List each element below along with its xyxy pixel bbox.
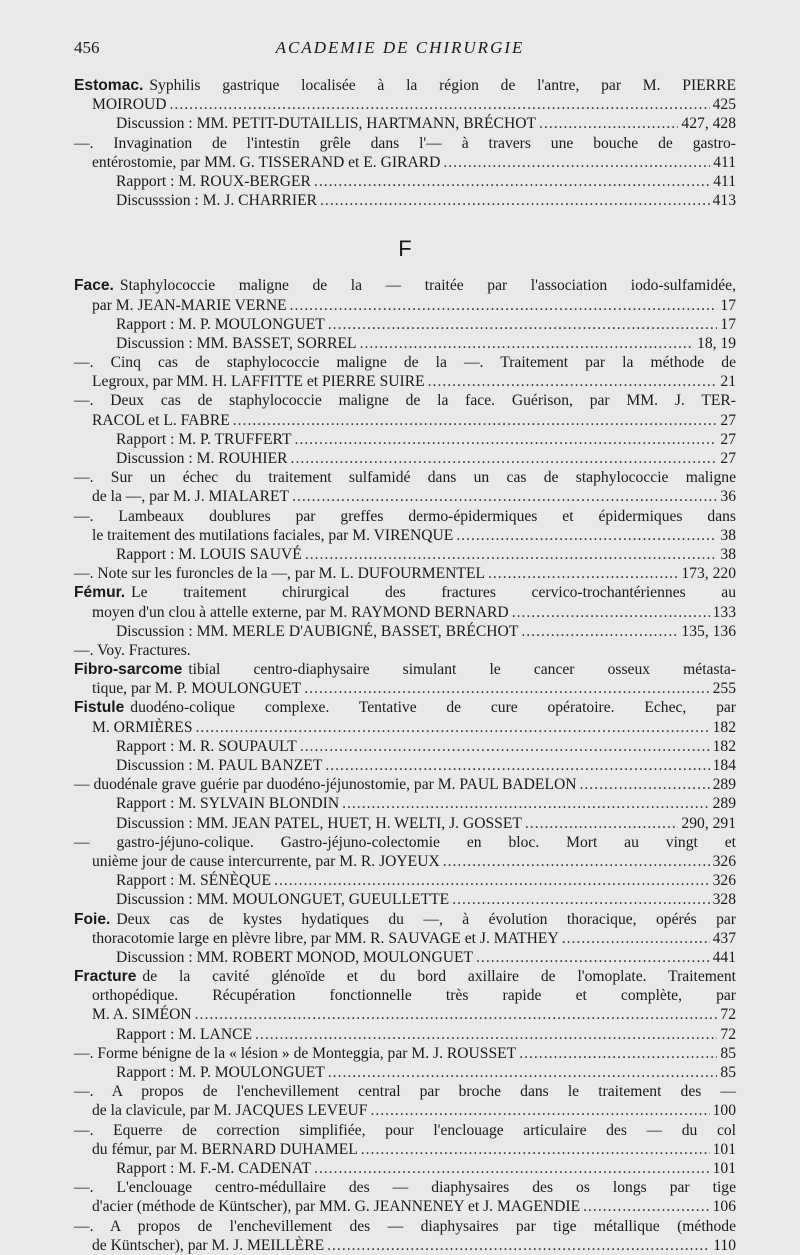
entry-text: M. ORMIÈRES (92, 718, 193, 736)
index-line (74, 315, 736, 334)
index-line (74, 372, 736, 391)
entry-text: —. Invagination de l'intestin grêle dans l'— à travers une bouche de gastro- (74, 134, 736, 152)
entry-heading: Fémur. (74, 584, 126, 602)
dot-leader (195, 1005, 718, 1024)
index-line (74, 172, 736, 191)
index-line (74, 1082, 736, 1101)
dot-leader (328, 1063, 718, 1082)
entry-heading: Foie. (74, 910, 111, 928)
entry-text: Discussion : M. PAUL BANZET (116, 757, 323, 774)
index-line (74, 1121, 736, 1140)
page-reference: 290, 291 (681, 814, 736, 832)
index-line (74, 852, 736, 871)
dot-leader (583, 1197, 709, 1216)
page-reference: 413 (712, 192, 736, 210)
page-reference: 182 (712, 718, 736, 736)
dot-leader (196, 718, 710, 737)
page-reference: 17 (720, 296, 736, 314)
entry-text: M. A. SIMÉON (92, 1006, 192, 1024)
dot-leader (342, 794, 710, 813)
entry-text: Discussion : MM. MOULONGUET, GUEULLETTE (116, 891, 450, 909)
page-reference: 27 (720, 411, 736, 429)
index-line (74, 967, 736, 986)
entry-text: tibial centro-diaphysaire simulant le cancer osseux métasta- (188, 661, 736, 679)
index-line (74, 526, 736, 545)
index-line (74, 468, 736, 487)
page-reference: 18, 19 (697, 334, 736, 352)
dot-leader (512, 603, 710, 622)
index-line (74, 76, 736, 95)
index-line (74, 95, 736, 114)
page-reference: 110 (713, 1236, 736, 1254)
entry-text: unième jour de cause intercurrente, par M. R. JOYEUX (92, 852, 440, 870)
dot-leader (255, 1025, 717, 1044)
dot-leader (525, 814, 679, 833)
index-line (74, 1236, 736, 1255)
page-reference: 411 (713, 153, 736, 171)
dot-leader (274, 871, 710, 890)
index-line (74, 833, 736, 852)
index-line (74, 487, 736, 506)
entry-text: —. A propos de l'enchevillement des — diaphysaires par tige métallique (méthode (74, 1217, 736, 1235)
page-reference: 21 (720, 373, 736, 391)
entry-text: duodéno-colique complexe. Tentative de cure opératoire. Echec, par (130, 699, 736, 717)
dot-leader (370, 1101, 709, 1120)
dot-leader (304, 679, 709, 698)
index-line (74, 1044, 736, 1063)
index-line (74, 603, 736, 622)
index-line (74, 622, 736, 641)
page-reference: 72 (720, 1025, 736, 1043)
index-line (74, 775, 736, 794)
index-line (74, 871, 736, 890)
page-reference: 326 (712, 872, 736, 890)
page-reference: 85 (720, 1064, 736, 1081)
index-line (74, 1025, 736, 1044)
entry-text: par M. JEAN-MARIE VERNE (92, 296, 287, 314)
dot-leader (580, 775, 710, 794)
entry-text: —. Equerre de correction simplifiée, pour l'enclouage articulaire des — du col (74, 1121, 736, 1139)
dot-leader (562, 929, 710, 948)
entry-text: thoracotomie large en plèvre libre, par MM. R. SAUVAGE et J. MATHEY (92, 929, 559, 947)
dot-leader (305, 545, 718, 564)
page-number: 456 (74, 38, 100, 57)
page-reference: 289 (712, 795, 736, 813)
entry-text: —. Voy. Fractures. (74, 641, 191, 659)
entry-text: Rapport : M. P. TRUFFERT (116, 430, 292, 448)
index-line (74, 1178, 736, 1197)
index-line (74, 391, 736, 410)
dot-leader (488, 564, 678, 583)
entry-text: Discussion : MM. MERLE D'AUBIGNÉ, BASSET, BRÉCHOT (116, 622, 519, 640)
index-line (74, 545, 736, 564)
entry-text: Deux cas de kystes hydatiques du —, à évolution thoracique, opérés par (116, 910, 736, 928)
entry-text: entérostomie, par MM. G. TISSERAND et E. GIRARD (92, 153, 441, 171)
entry-text: Rapport : M. F.-M. CADENAT (116, 1159, 311, 1177)
dot-leader (476, 948, 710, 967)
running-title: ACADEMIE DE CHIRURGIE (275, 38, 525, 57)
dot-leader (361, 1140, 710, 1159)
entry-heading: Face. (74, 277, 114, 295)
entry-text: Discussion : MM. BASSET, SORREL (116, 334, 357, 352)
index-line (74, 794, 736, 813)
page-reference: 101 (712, 1140, 736, 1158)
index-line (74, 430, 736, 449)
page-reference: 173, 220 (681, 565, 736, 583)
index-line (74, 1140, 736, 1159)
page-reference: 437 (712, 929, 736, 947)
page-reference: 27 (720, 450, 736, 467)
index-line (74, 737, 736, 756)
entry-text: — duodénale grave guérie par duodéno-jéjunostomie, par M. PAUL BADELON (74, 776, 577, 794)
index-line (74, 507, 736, 526)
dot-leader (328, 315, 718, 334)
entry-text: Discussion : MM. ROBERT MONOD, MOULONGUET (116, 948, 474, 966)
entry-text: d'acier (méthode de Küntscher), par MM. G. JEANNENEY et J. MAGENDIE (92, 1198, 581, 1216)
entry-text: —. Sur un échec du traitement sulfamidé dans un cas de staphylococcie maligne (74, 469, 736, 487)
entry-heading: Estomac. (74, 77, 144, 94)
entry-text: Rapport : M. P. MOULONGUET (116, 315, 325, 333)
entry-text: Discussion : MM. JEAN PATEL, HUET, H. WELTI, J. GOSSET (116, 814, 522, 832)
dot-leader (519, 1044, 717, 1063)
entry-text: —. L'enclouage centro-médullaire des — diaphysaires des os longs par tige (74, 1179, 736, 1197)
index-line (74, 679, 736, 698)
page-reference: 135, 136 (681, 622, 736, 640)
index-line (74, 1063, 736, 1082)
index-line (74, 276, 736, 295)
index-line (74, 1101, 736, 1120)
page-reference: 72 (720, 1006, 736, 1024)
page-reference: 255 (712, 680, 736, 698)
entry-text: Rapport : M. SYLVAIN BLONDIN (116, 795, 340, 813)
dot-leader (443, 852, 710, 871)
page-reference: 100 (712, 1102, 736, 1120)
dot-leader (325, 756, 709, 775)
index-line (74, 353, 736, 372)
page-reference: 441 (712, 948, 736, 966)
entry-text: de la cavité glénoïde et du bord axillaire de l'omoplate. Traitement (142, 968, 736, 986)
dot-leader (314, 1159, 710, 1178)
page-reference: 38 (720, 545, 736, 563)
entry-text: de Küntscher), par M. J. MEILLÈRE (92, 1236, 325, 1254)
dot-leader (521, 622, 678, 641)
index-line (74, 411, 736, 430)
index-line (74, 134, 736, 153)
index-line (74, 334, 736, 353)
dot-leader (295, 430, 718, 449)
page-reference: 289 (712, 776, 736, 794)
index-line (74, 718, 736, 737)
dot-leader (452, 890, 709, 909)
entry-text: Rapport : M. SÉNÈQUE (116, 872, 272, 890)
dot-leader (428, 372, 718, 391)
entry-text: Rapport : M. LOUIS SAUVÉ (116, 545, 302, 563)
entry-text: — gastro-jéjuno-colique. Gastro-jéjuno-colectomie en bloc. Mort au vingt et (74, 833, 736, 851)
entry-text: orthopédique. Récupération fonctionnelle très rapide et complète, par (92, 987, 736, 1005)
dot-leader (233, 411, 718, 430)
page-reference: 36 (720, 488, 736, 506)
page-reference: 17 (720, 315, 736, 333)
page-reference: 106 (712, 1198, 736, 1216)
section-letter: F (398, 236, 412, 262)
index-line (74, 564, 736, 583)
page-reference: 184 (712, 757, 736, 774)
entry-text: —. Note sur les furoncles de la —, par M. L. DUFOURMENTEL (74, 565, 485, 583)
entry-text: le traitement des mutilations faciales, par M. VIRENQUE (92, 526, 454, 544)
index-line (74, 1197, 736, 1216)
index-line (74, 660, 736, 679)
index-line (74, 191, 736, 210)
page-reference: 411 (713, 172, 736, 190)
entry-text: RACOL et L. FABRE (92, 411, 230, 429)
index-line (74, 814, 736, 833)
page-reference: 38 (720, 526, 736, 544)
dot-leader (291, 449, 718, 468)
dot-leader (320, 191, 710, 210)
entry-text: Syphilis gastrique localisée à la région de l'antre, par M. PIERRE (149, 77, 736, 94)
index-line (74, 1217, 736, 1236)
index-line (74, 890, 736, 909)
dot-leader (314, 172, 710, 191)
entry-text: Discussion : M. ROUHIER (116, 450, 288, 467)
entry-text: Staphylococcie maligne de la — traitée par l'association iodo-sulfamidée, (119, 277, 736, 295)
page-reference: 427, 428 (681, 115, 736, 133)
page-reference: 326 (712, 852, 736, 870)
entry-text: —. Cinq cas de staphylococcie maligne de la —. Traitement par la méthode de (74, 354, 736, 372)
entry-text: Rapport : M. R. SOUPAULT (116, 737, 297, 755)
index-line (74, 948, 736, 967)
page-reference: 27 (720, 430, 736, 448)
entry-text: de la —, par M. J. MIALARET (92, 488, 290, 506)
entry-heading: Fracture (74, 968, 137, 986)
page-reference: 182 (712, 737, 736, 755)
index-entries (74, 76, 736, 1255)
page-reference: 328 (712, 891, 736, 909)
dot-leader (360, 334, 694, 353)
entry-text: du fémur, par M. BERNARD DUHAMEL (92, 1140, 358, 1158)
entry-text: moyen d'un clou à attelle externe, par M. RAYMOND BERNARD (92, 603, 509, 621)
entry-text: —. Lambeaux doublures par greffes dermo-épidermiques et épidermiques dans (74, 507, 736, 525)
entry-text: Discusssion : M. J. CHARRIER (116, 192, 318, 210)
index-line (74, 1159, 736, 1178)
dot-leader (456, 526, 717, 545)
entry-heading: Fibro-sarcome (74, 661, 183, 679)
index-line (74, 641, 736, 660)
entry-text: Rapport : M. ROUX-BERGER (116, 172, 311, 190)
entry-text: —. A propos de l'enchevillement central par broche dans le traitement des — (74, 1083, 736, 1101)
running-header (74, 38, 726, 60)
index-line (74, 114, 736, 133)
entry-text: Le traitement chirurgical des fractures cervico-trochantériennes au (131, 584, 736, 602)
index-line (74, 986, 736, 1005)
index-line (74, 929, 736, 948)
dot-leader (443, 153, 710, 172)
entry-text: tique, par M. P. MOULONGUET (92, 680, 302, 698)
dot-leader (170, 95, 710, 114)
entry-text: Legroux, par MM. H. LAFFITTE et PIERRE SUIRE (92, 373, 425, 391)
dot-leader (539, 114, 678, 133)
dot-leader (290, 296, 718, 315)
page-reference: 101 (712, 1159, 736, 1177)
entry-text: de la clavicule, par M. JACQUES LEVEUF (92, 1102, 368, 1120)
entry-text: Rapport : M. LANCE (116, 1025, 253, 1043)
index-line (74, 756, 736, 775)
entry-text: —. Forme bénigne de la « lésion » de Monteggia, par M. J. ROUSSET (74, 1044, 517, 1062)
index-line (74, 1005, 736, 1024)
page-reference: 85 (720, 1044, 736, 1062)
index-line (74, 449, 736, 468)
entry-text: Discussion : MM. PETIT-DUTAILLIS, HARTMANN, BRÉCHOT (116, 115, 537, 133)
entry-text: —. Deux cas de staphylococcie maligne de la face. Guérison, par MM. J. TER- (74, 392, 736, 410)
entry-text: MOIROUD (92, 96, 167, 114)
entry-text: Rapport : M. P. MOULONGUET (116, 1064, 325, 1081)
index-line (74, 583, 736, 602)
entry-heading: Fistule (74, 699, 125, 717)
index-line (74, 296, 736, 315)
page-reference: 133 (712, 603, 736, 621)
index-line (74, 153, 736, 172)
dot-leader (327, 1236, 710, 1255)
page-reference: 425 (712, 96, 736, 114)
index-line (74, 910, 736, 929)
dot-leader (300, 737, 710, 756)
dot-leader (292, 487, 717, 506)
index-line (74, 698, 736, 717)
